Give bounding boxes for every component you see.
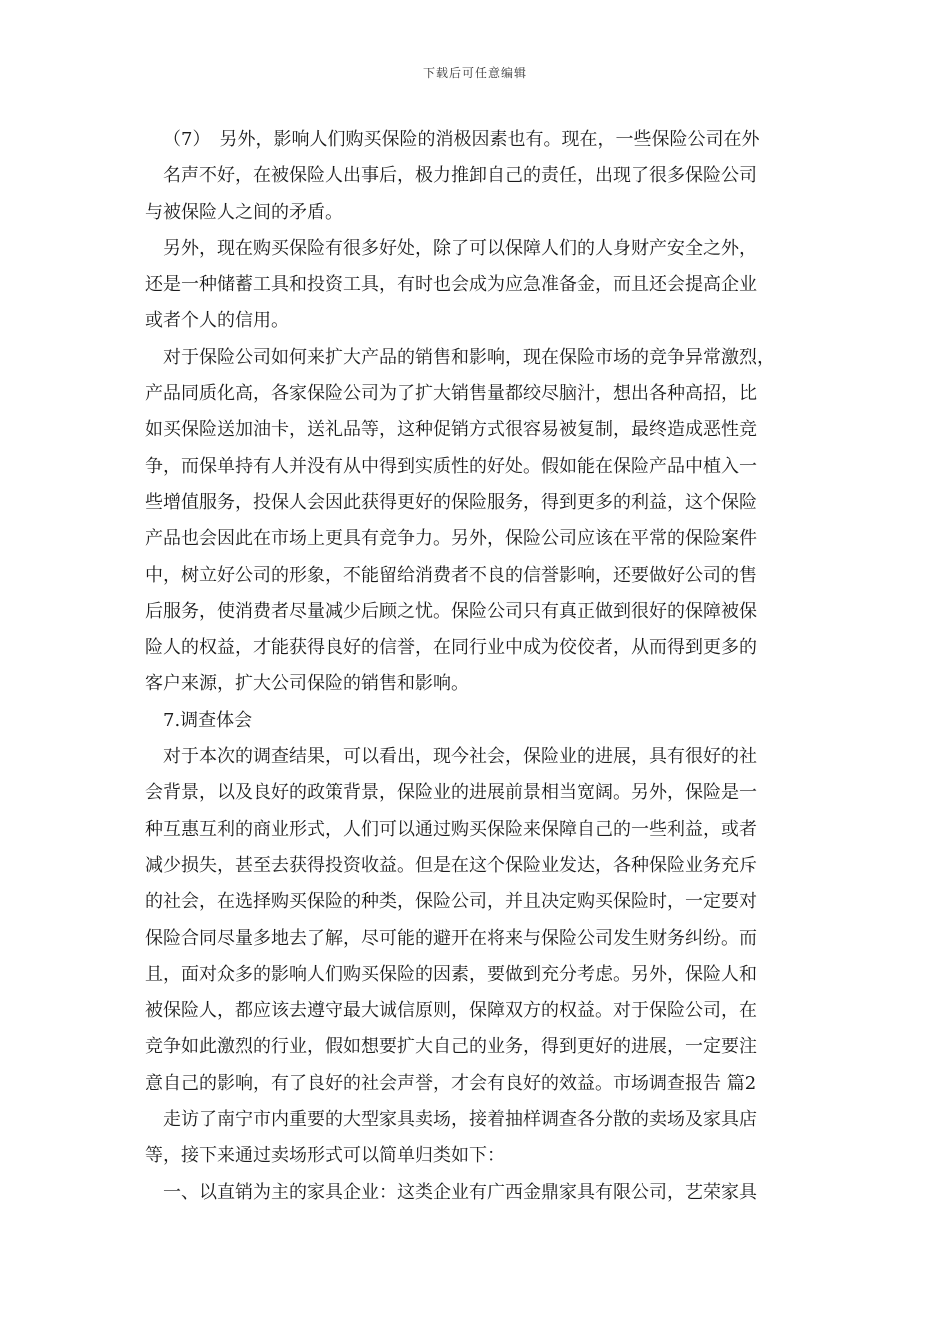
text-line-18: 对于本次的调查结果，可以看出，现今社会，保险业的进展，具有很好的社	[163, 746, 757, 768]
text-line-30: 一、以直销为主的家具企业：这类企业有广西金鼎家具有限公司，艺荣家具	[163, 1181, 757, 1203]
text-line-16: 客户来源，扩大公司保险的销售和影响。	[145, 673, 469, 695]
text-line-4: 另外，现在购买保险有很多好处，除了可以保障人们的人身财产安全之外，	[163, 237, 757, 259]
text-line-11: 些增值服务，投保人会因此获得更好的保险服务，得到更多的利益，这个保险	[145, 491, 757, 513]
text-line-29: 等，接下来通过卖场形式可以简单归类如下：	[145, 1145, 505, 1167]
text-line-24: 且，面对众多的影响人们购买保险的因素，要做到充分考虑。另外，保险人和	[145, 963, 757, 985]
document-body	[145, 122, 815, 1211]
text-line-20: 种互惠互利的商业形式，人们可以通过购买保险来保障自己的一些利益，或者	[145, 818, 757, 840]
text-line-14: 后服务，使消费者尽量减少后顾之忧。保险公司只有真正做到很好的保障被保	[145, 600, 757, 622]
text-line-5: 还是一种储蓄工具和投资工具，有时也会成为应急准备金，而且还会提高企业	[145, 274, 757, 296]
text-line-15: 险人的权益，才能获得良好的信誉，在同行业中成为佼佼者，从而得到更多的	[145, 637, 757, 659]
page-header-note: 下载后可任意编辑	[422, 66, 527, 80]
text-line-23: 保险合同尽量多地去了解，尽可能的避开在将来与保险公司发生财务纠纷。而	[145, 927, 757, 949]
text-line-1: （7） 另外，影响人们购买保险的消极因素也有。现在，一些保险公司在外	[163, 129, 760, 150]
text-line-12: 产品也会因此在市场上更具有竞争力。另外，保险公司应该在平常的保险案件	[145, 528, 757, 550]
section-heading: 7.调查体会	[163, 709, 253, 731]
text-line-2: 名声不好，在被保险人出事后，极力推卸自己的责任，出现了很多保险公司	[163, 165, 757, 187]
text-line-25: 被保险人，都应该去遵守最大诚信原则，保障双方的权益。对于保险公司，在	[145, 1000, 757, 1022]
text-line-19: 会背景，以及良好的政策背景，保险业的进展前景相当宽阔。另外，保险是一	[145, 782, 757, 804]
text-line-21: 减少损失，甚至去获得投资收益。但是在这个保险业发达，各种保险业务充斥	[145, 854, 757, 876]
text-line-8: 产品同质化高，各家保险公司为了扩大销售量都绞尽脑汁，想出各种高招，比	[145, 383, 757, 405]
text-line-27: 意自己的影响，有了良好的社会声誉，才会有良好的效益。市场调查报告 篇2	[145, 1072, 757, 1094]
text-line-26: 竞争如此激烈的行业，假如想要扩大自己的业务，得到更好的进展，一定要注	[145, 1036, 757, 1058]
text-line-3: 与被保险人之间的矛盾。	[145, 201, 343, 223]
text-line-9: 如买保险送加油卡，送礼品等，这种促销方式很容易被复制，最终造成恶性竞	[145, 419, 757, 441]
text-line-22: 的社会，在选择购买保险的种类，保险公司，并且决定购买保险时，一定要对	[145, 891, 757, 913]
text-line-28: 走访了南宁市内重要的大型家具卖场，接着抽样调查各分散的卖场及家具店	[163, 1109, 757, 1131]
text-line-6: 或者个人的信用。	[145, 310, 289, 332]
text-line-13: 中，树立好公司的形象，不能留给消费者不良的信誉影响，还要做好公司的售	[145, 564, 757, 586]
text-line-7: 对于保险公司如何来扩大产品的销售和影响，现在保险市场的竞争异常激烈，	[163, 346, 775, 368]
text-line-10: 争，而保单持有人并没有从中得到实质性的好处。假如能在保险产品中植入一	[145, 455, 757, 477]
